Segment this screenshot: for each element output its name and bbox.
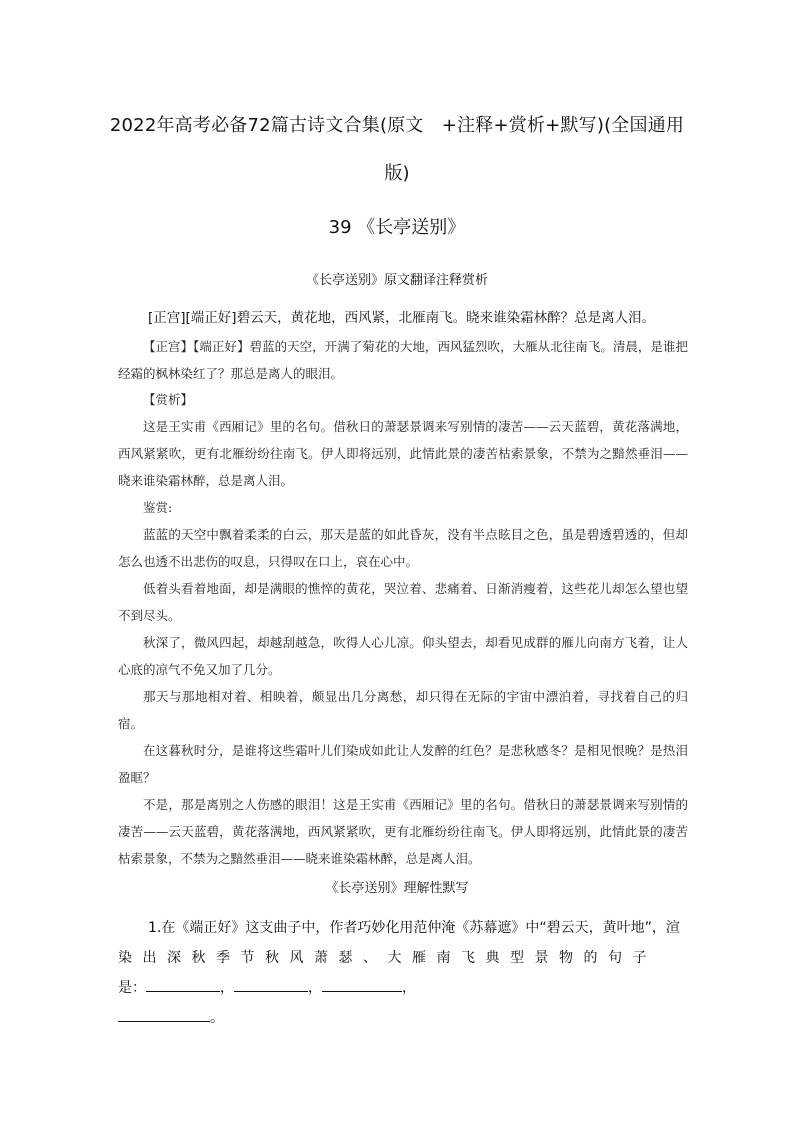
- separator: ，: [220, 980, 234, 996]
- answer-prefix: 是：: [118, 980, 146, 996]
- appreciation-paragraph: 低着头看着地面，却是满眼的憔悴的黄花，哭泣着、悲痛着、日渐消瘦着，这些花儿却怎么望也望不到尽头。: [118, 581, 688, 623]
- question-line: 1.在《端正好》这支曲子中，作者巧妙化用范仲淹《苏幕遮》中“碧云天，黄叶地”，渲: [148, 920, 680, 936]
- answer-blank[interactable]: [234, 977, 308, 992]
- answer-blank[interactable]: [146, 977, 220, 992]
- question-line: 染出深秋季节秋风萧瑟、大雁南飞典型景物的句子: [118, 950, 657, 966]
- document-title-continued: 版): [384, 163, 410, 184]
- end-mark: 。: [210, 1010, 224, 1026]
- appreciation-paragraph: 在这暮秋时分，是谁将这些霜叶儿们染成如此让人发醉的红色？是悲秋感冬？是相见恨晚？是热泪盈眶？: [118, 743, 688, 785]
- appreciation-paragraph: 那天与那地相对着、相映着，颇显出几分离愁，却只得在无际的宇宙中漂泊着，寻找着自己的归宿。: [118, 689, 688, 731]
- subheading: 《长亭送别》原文翻译注释赏析: [305, 273, 488, 288]
- appreciation-label-block: [118, 386, 688, 413]
- appreciation: [118, 413, 688, 872]
- answer-line: [118, 973, 688, 1003]
- answer-line: [118, 1003, 688, 1033]
- translation-text: 【正宫】【端正好】碧蓝的天空，开满了菊花的大地，西风猛烈吹，大雁从北往南飞。清晨，是谁把经霜的枫林染红了？那总是离人的眼泪。: [118, 339, 688, 381]
- answer-blank[interactable]: [118, 1007, 210, 1022]
- answer-blank[interactable]: [322, 977, 402, 992]
- appreciation-paragraph: 蓝蓝的天空中飘着柔柔的白云，那天是蓝的如此昏灰，没有半点眩目之色，虽是碧透碧透的，但却怎么也透不出悲伤的叹息，只得叹在口上，哀在心中。: [118, 527, 688, 569]
- separator: ，: [308, 980, 322, 996]
- section-heading: 39 《长亭送别》: [328, 217, 466, 238]
- appreciation-paragraph: 秋深了，微风四起，却越刮越急，吹得人心儿凉。仰头望去，却看见成群的雁儿向南方飞着，让人心底的凉气不免又加了几分。: [118, 635, 688, 677]
- understanding-heading: 《长亭送别》理解性默写: [325, 881, 469, 896]
- appreciation-label: 【赏析】: [143, 392, 194, 407]
- appreciation-paragraph: 鉴赏:: [143, 500, 173, 515]
- appreciation-paragraph: 不是，那是离别之人伤感的眼泪！这是王实甫《西厢记》里的名句。借秋日的萧瑟景调来写别情的凄苦——云天蓝碧，黄花落满地，西风紧紧吹，更有北雁纷纷往南飞。伊人即将远别，此情此景的凄苦枯索景象，不禁为之黯然垂泪——晓来谁染霜林醉，总是离人泪。: [118, 797, 688, 866]
- translation: [118, 333, 688, 387]
- question: [118, 913, 688, 1033]
- document-title: 2022年高考必备72篇古诗文合集(原文 +注释+赏析+默写)(全国通用: [109, 115, 685, 136]
- original-text: [正宫][端正好]碧云天，黄花地，西风紧，北雁南飞。晓来谁染霜林醉？总是离人泪。: [148, 310, 656, 326]
- separator: ，: [402, 980, 416, 996]
- appreciation-paragraph: 这是王实甫《西厢记》里的名句。借秋日的萧瑟景调来写别情的凄苦——云天蓝碧，黄花落满地，西风紧紧吹，更有北雁纷纷往南飞。伊人即将远别，此情此景的凄苦枯索景象，不禁为之黯然垂泪——晓来谁染霜林醉，总是离人泪。: [118, 419, 688, 488]
